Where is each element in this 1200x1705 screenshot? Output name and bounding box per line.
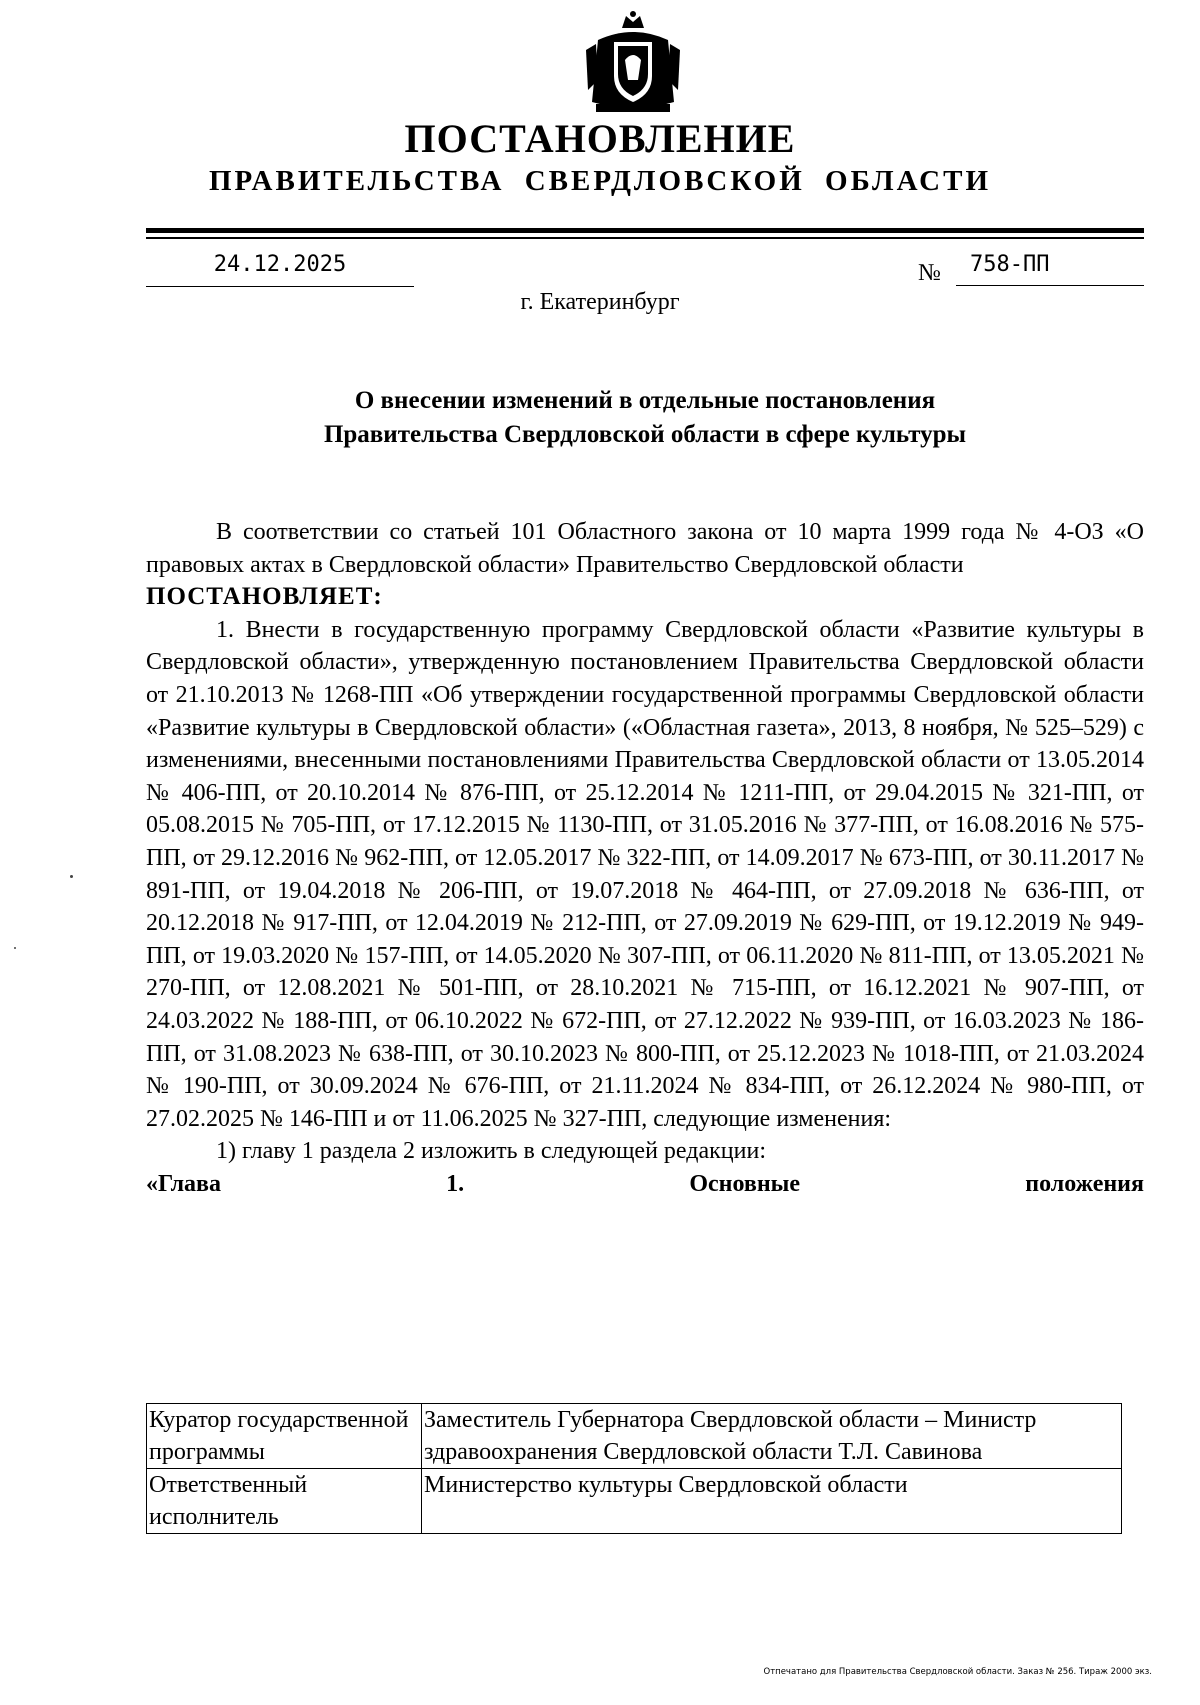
- chapter-heading: «Глава 1. Основные положения: [146, 1170, 1144, 1197]
- subitem-1-paragraph: 1) главу 1 раздела 2 изложить в следующей редакции:: [216, 1138, 766, 1165]
- issuing-authority: ПРАВИТЕЛЬСТВА СВЕРДЛОВСКОЙ ОБЛАСТИ: [208, 165, 992, 197]
- document-number: 758-ПП: [956, 250, 1144, 286]
- item-1-paragraph: 1. Внести в государственную программу Свердловской области «Развитие культуры в Свердловской области», утвержденную постановлением Правительства Свердловской области от 21.10.2013 № 1268-ПП «Об утверждении государственной программы Свердловской области «Развитие культуры в Свердловской области» («Областная газета», 2013, 8 ноября, № 525–529) с изменениями, внесенными постановлениями Правительства Свердловской области от 13.05.2014 № 406-ПП, от 20.10.2014 № 876-ПП, от 25.12.2014 № 1211-ПП, от 29.04.2015 № 321-ПП, от 05.08.2015 № 705-ПП, от 17.12.2015 № 1130-ПП, от 31.05.2016 № 377-ПП, от 16.08.2016 № 575-ПП, от 29.12.2016 № 962-ПП, от 12.05.2017 № 322-ПП, от 14.09.2017 № 673-ПП, от 30.11.2017 № 891-ПП, от 19.04.2018 № 206-ПП, от 19.07.2018 № 464-ПП, от 27.09.2018 № 636-ПП, от 20.12.2018 № 917-ПП, от 12.04.2019 № 212-ПП, от 27.09.2019 № 629-ПП, от 19.12.2019 № 949-ПП, от 19.03.2020 № 157-ПП, от 14.05.2020 № 307-ПП, от 06.11.2020 № 811-ПП, от 13.05.2021 № 270-ПП, от 12.08.2021 № 501-ПП, от 28.10.2021 № 715-ПП, от 16.12.2021 № 907-ПП, от 24.03.2022 № 188-ПП, от 06.10.2022 № 672-ПП, от 27.12.2022 № 939-ПП, от 16.03.2023 № 186-ПП, от 31.08.2023 № 638-ПП, от 30.10.2023 № 800-ПП, от 25.12.2023 № 1018-ПП, от 21.03.2024 № 190-ПП, от 30.09.2024 № 676-ПП, от 21.11.2024 № 834-ПП, от 26.12.2024 № 980-ПП, от 27.02.2025 № 146-ПП и от 11.06.2025 № 327-ПП, следующие изменения:: [146, 616, 1144, 1132]
- print-note: Отпечатано для Правительства Свердловской области. Заказ № 256. Тираж 2000 экз.: [763, 1667, 1152, 1677]
- header-divider-thin: [146, 237, 1144, 239]
- scan-speck: [70, 875, 73, 878]
- document-date: 24.12.2025: [146, 250, 414, 287]
- coat-of-arms-emblem: [578, 10, 688, 120]
- document-title: [146, 384, 1144, 452]
- table-cell-label: Куратор государственной программы: [147, 1404, 422, 1469]
- document-body: [146, 516, 1144, 1200]
- table-cell-label: Ответственный исполнитель: [147, 1469, 422, 1534]
- document-place: г. Екатеринбург: [520, 289, 680, 315]
- document-type: ПОСТАНОВЛЕНИЕ: [404, 116, 796, 161]
- header-divider-thick: [146, 228, 1144, 233]
- program-passport-table: [146, 1403, 1122, 1534]
- title-line-2: Правительства Свердловской области в сфере культуры: [323, 421, 967, 448]
- decree-word-line: [146, 581, 1144, 614]
- title-line-1: О внесении изменений в отдельные постановления: [354, 387, 936, 414]
- number-sign: №: [918, 260, 941, 286]
- table-row: [147, 1469, 1122, 1534]
- scan-speck: [14, 947, 16, 949]
- preamble-paragraph: В соответствии со статьей 101 Областного закона от 10 марта 1999 года № 4-ОЗ «О правовых актах в Свердловской области» Правительство Свердловской области: [146, 519, 1144, 578]
- table-cell-value: Министерство культуры Свердловской области: [422, 1469, 1122, 1534]
- decree-word: ПОСТАНОВЛЯЕТ:: [146, 583, 383, 611]
- table-cell-value: Заместитель Губернатора Свердловской области – Министр здравоохранения Свердловской области Т.Л. Савинова: [422, 1404, 1122, 1469]
- table-row: [147, 1404, 1122, 1469]
